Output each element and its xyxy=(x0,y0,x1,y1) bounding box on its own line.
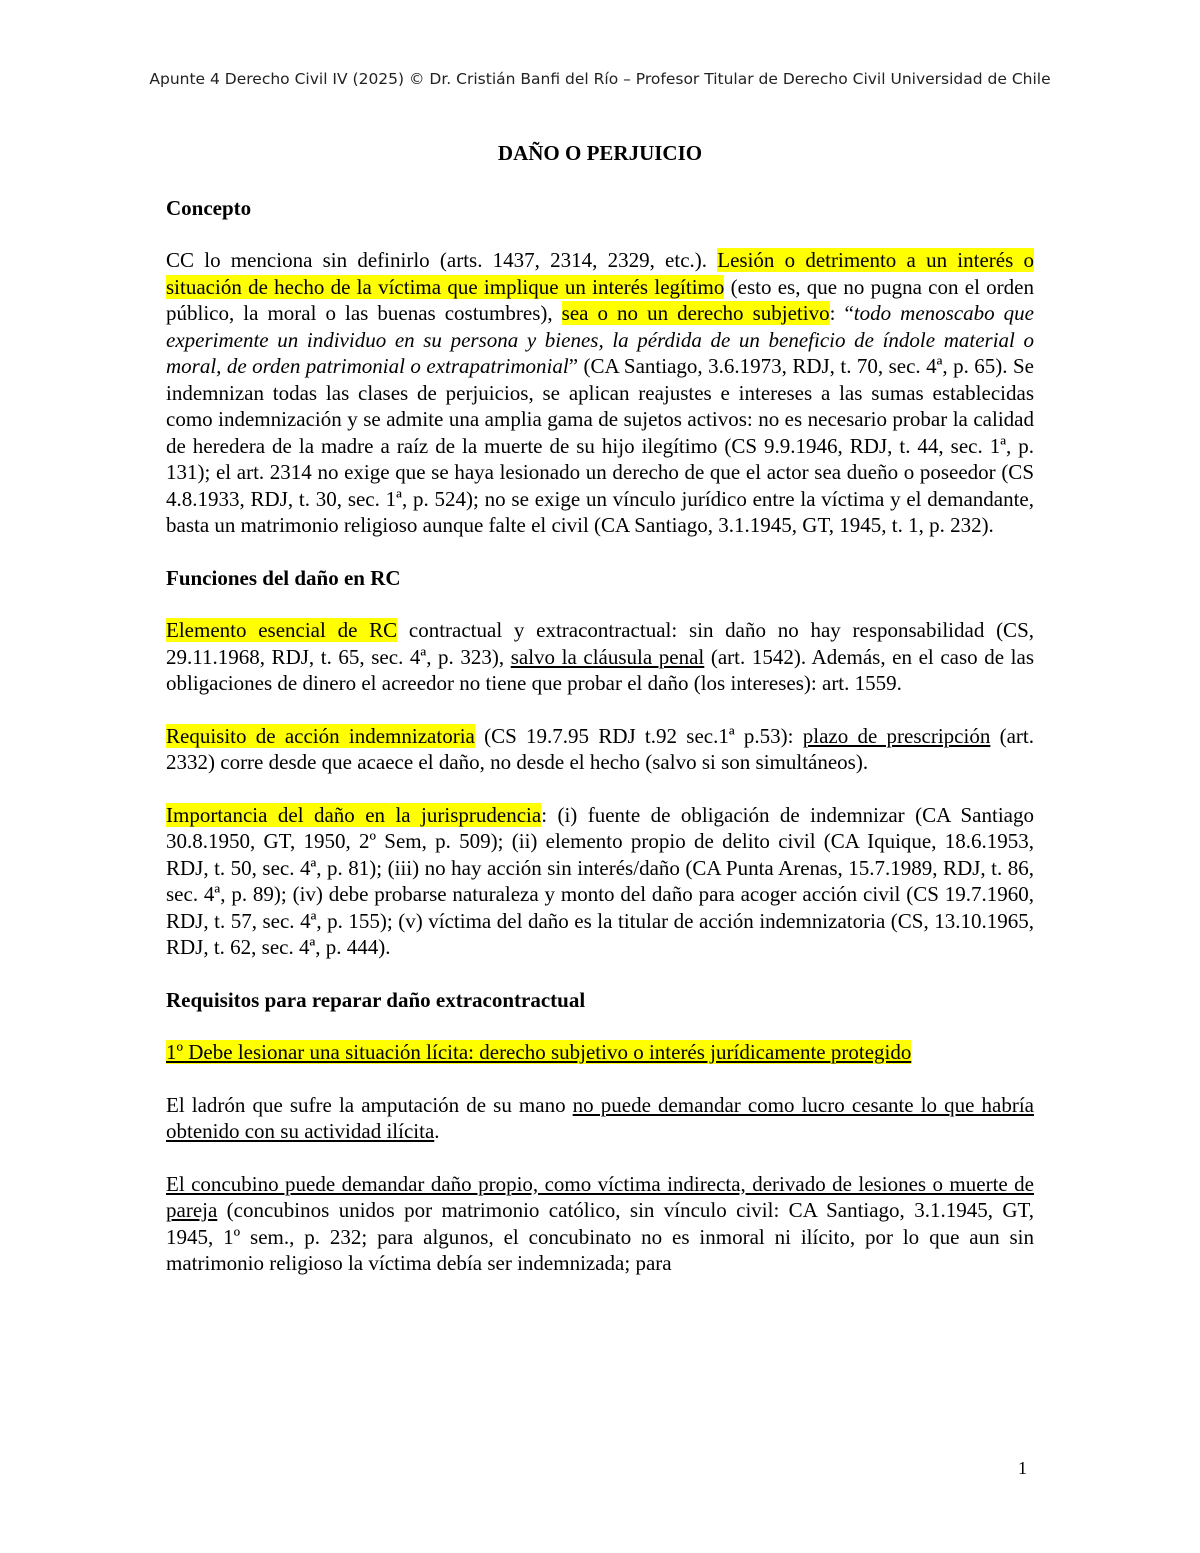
subheading-situacion-licita xyxy=(166,1039,1034,1066)
highlight-elemento-esencial: Elemento esencial de RC xyxy=(166,618,398,642)
paragraph-ladron: El ladrón que sufre la amputación de su mano no puede demandar como lucro cesante lo que habría obtenido con su actividad ilícita. xyxy=(166,1092,1034,1143)
highlight-importancia: Importancia del daño en la jurisprudencia xyxy=(166,802,542,827)
italic-quote: todo menoscabo que experimente un individuo en su persona y bienes, la pérdida de un beneficio de índole material o moral, de orden patrimonial o extrapatrimonial xyxy=(166,301,1034,378)
underline-lucro-cesante: no puede demandar como lucro cesante lo que habría obtenido con su actividad ilícita xyxy=(166,1092,1034,1143)
section-heading-concepto: Concepto xyxy=(166,195,252,220)
underline-plazo-prescripcion: plazo de prescripción xyxy=(802,723,991,748)
page-number: 1 xyxy=(1018,1458,1027,1478)
paragraph-elemento-esencial: Elemento esencial de RC contractual y extracontractual: sin daño no hay responsabilidad (CS, 29.11.1968, RDJ, t. 65, sec. 4ª, p. 323), salvo la cláusula penal (art. 1542). Además, en el caso de las obligaciones de dinero el acreedor no tiene que probar el daño (los intereses): art. 1559. xyxy=(166,618,1034,695)
underline-clausula-penal: salvo la cláusula penal xyxy=(510,644,705,669)
paragraph-requisito-accion: Requisito de acción indemnizatoria (CS 19.7.95 RDJ t.92 sec.1ª p.53): plazo de prescripción (art. 2332) corre desde que acaece el daño, no desde el hecho (salvo si son simultáneos). xyxy=(166,723,1034,774)
document-title: DAÑO O PERJUICIO xyxy=(497,141,703,165)
highlight-derecho-subjetivo: sea o no un derecho subjetivo xyxy=(561,301,830,325)
running-header: Apunte 4 Derecho Civil IV (2025) © Dr. Cristián Banfi del Río – Profesor Titular de Derecho Civil Universidad de Chile xyxy=(149,70,1051,88)
paragraph-concepto: CC lo menciona sin definirlo (arts. 1437, 2314, 2329, etc.). Lesión o detrimento a un interés o situación de hecho de la víctima que implique un interés legítimo (esto es, que no pugna con el orden público, la moral o las buenas costumbres), sea o no un derecho subjetivo: “todo menoscabo que experimente un individuo en su persona y bienes, la pérdida de un beneficio de índole material o moral, de orden patrimonial o extrapatrimonial” (CA Santiago, 3.6.1973, RDJ, t. 70, sec. 4ª, p. 65). Se indemnizan todas las clases de perjuicios, se aplican reajustes e intereses a las sumas establecidas como indemnización y se admite una amplia gama de sujetos activos: no es necesario probar la calidad de heredera de la madre a raíz de la muerte de su hijo ilegítimo (CS 9.9.1946, RDJ, t. 44, sec. 1ª, p. 131); el art. 2314 no exige que se haya lesionado un derecho de que el actor sea dueño o poseedor (CS 4.8.1933, RDJ, t. 30, sec. 1ª, p. 524); no se exige un vínculo jurídico entre la víctima y el demandante, basta un matrimonio religioso aunque falte el civil (CA Santiago, 3.1.1945, GT, 1945, t. 1, p. 232). xyxy=(166,248,1034,537)
document-body xyxy=(166,140,1034,1303)
section-heading-funciones: Funciones del daño en RC xyxy=(166,565,401,590)
paragraph-importancia: Importancia del daño en la jurisprudencia: (i) fuente de obligación de indemnizar (CA Santiago 30.8.1950, GT, 1950, 2º Sem, p. 509); (ii) elemento propio de delito civil (CA Iquique, 18.6.1953, RDJ, t. 50, sec. 4ª, p. 81); (iii) no hay acción sin interés/daño (CA Punta Arenas, 15.7.1989, RDJ, t. 86, sec. 4ª, p. 89); (iv) debe probarse naturaleza y monto del daño para acoger acción civil (CS 19.7.1960, RDJ, t. 57, sec. 4ª, p. 155); (v) víctima del daño es la titular de acción indemnizatoria (CS, 13.10.1965, RDJ, t. 62, sec. 4ª, p. 444). xyxy=(166,802,1034,959)
underline-concubino: El concubino puede demandar daño propio, como víctima indirecta, derivado de lesiones o muerte de pareja xyxy=(166,1171,1034,1222)
highlight-requisito-accion: Requisito de acción indemnizatoria xyxy=(166,723,475,748)
paragraph-concubino: El concubino puede demandar daño propio, como víctima indirecta, derivado de lesiones o muerte de pareja (concubinos unidos por matrimonio católico, sin vínculo civil: CA Santiago, 3.1.1945, GT, 1945, 1º sem., p. 232; para algunos, el concubinato no es inmoral ni ilícito, por lo que aun sin matrimonio religioso la víctima debía ser indemnizada; para xyxy=(166,1171,1034,1275)
section-heading-requisitos: Requisitos para reparar daño extracontractual xyxy=(166,987,586,1012)
highlight-definition: Lesión o detrimento a un interés o situación de hecho de la víctima que implique un interés legítimo xyxy=(166,248,1034,299)
highlight-situacion-licita: 1º Debe lesionar una situación lícita: derecho subjetivo o interés jurídicamente protegido xyxy=(166,1040,912,1064)
